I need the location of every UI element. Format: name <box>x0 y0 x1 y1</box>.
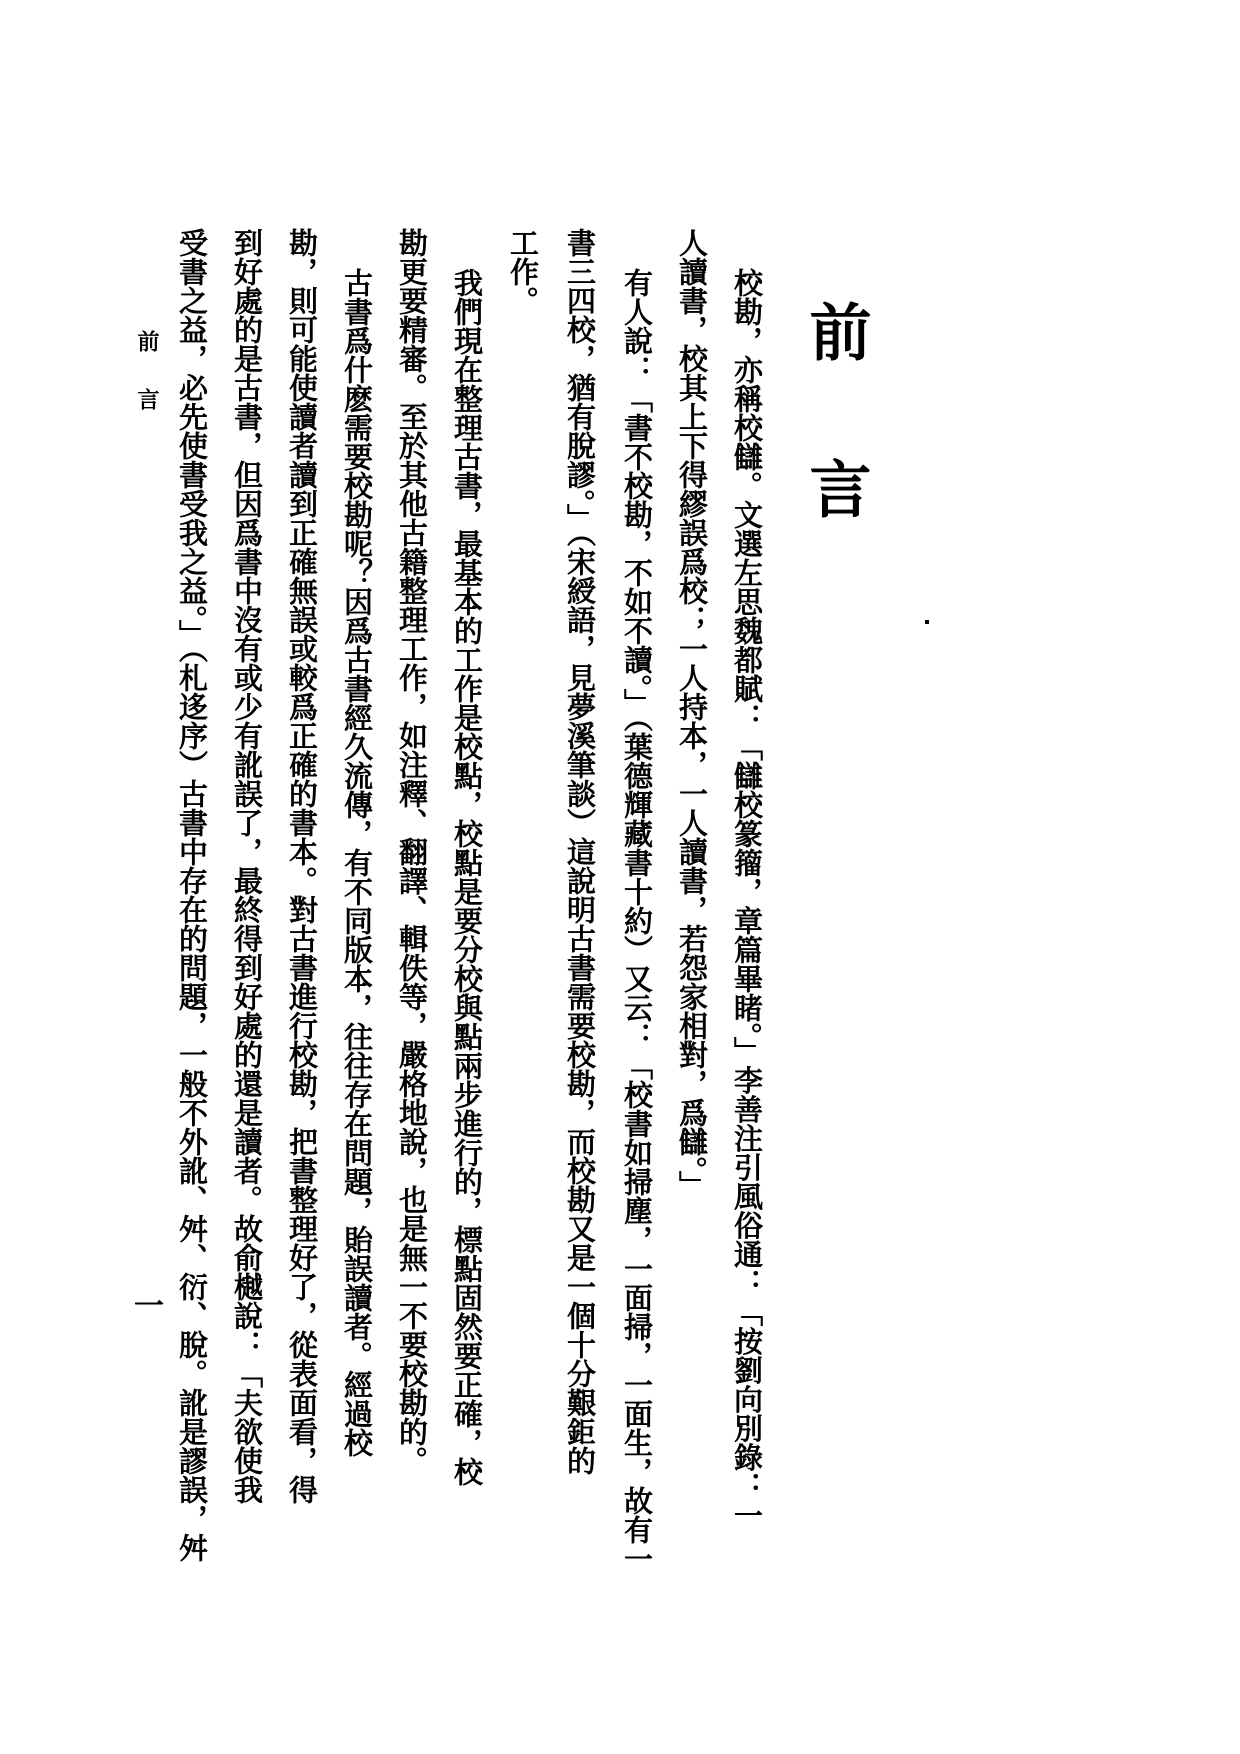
text-column-8: 古書爲什麽需要校勘呢？因爲古書經久流傳，有不同版本，往往存在問題，貽誤讀者。經過校 <box>340 268 374 1457</box>
decorative-dot <box>925 620 929 624</box>
running-title: 前言 <box>134 330 160 446</box>
text-column-6: 我們現在整理古書，最基本的工作是校點，校點是要分校與點兩步進行的，標點固然要正確，校 <box>450 268 484 1486</box>
text-column-11: 受書之益，必先使書受我之益。」（札迻序）古書中存在的問題，一般不外訛、舛、衍、脫。訛是謬誤，舛 <box>175 228 209 1562</box>
text-column-2: 人讀書，校其上下得繆誤爲校；一人持本，一人讀書，若怨家相對，爲讎。」 <box>675 228 709 1200</box>
text-column-1: 校勘，亦稱校讎。文選左思魏都賦：「讎校篆籀，章篇畢睹。」李善注引風俗通：「按劉向別錄：一 <box>730 268 764 1530</box>
text-column-10: 到好處的是古書，但因爲書中沒有或少有訛誤了，最終得到好處的還是讀者。故俞樾說：「夫欲使我 <box>230 228 264 1504</box>
page-number: 一 <box>134 1289 164 1324</box>
text-column-9: 勘，則可能使讀者讀到正確無誤或較爲正確的書本。對古書進行校勘，把書整理好了，從表面看，得 <box>285 228 319 1504</box>
page-title: 前言 <box>799 300 872 614</box>
text-column-3: 有人說：「書不校勘，不如不讀。」（葉德輝藏書十約）又云：「校書如掃塵，一面掃，一面生，故有一 <box>620 268 654 1573</box>
text-column-5: 工作。 <box>506 228 540 315</box>
text-column-7: 勘更要精審。至於其他古籍整理工作，如注釋、翻譯、輯佚等，嚴格地說，也是無一不要校勘的。 <box>395 228 429 1475</box>
text-column-4: 書三四校，猶有脫謬。」（宋綬語，見夢溪筆談）這說明古書需要校勘，而校勘又是一個十分艱鉅的 <box>563 228 597 1475</box>
